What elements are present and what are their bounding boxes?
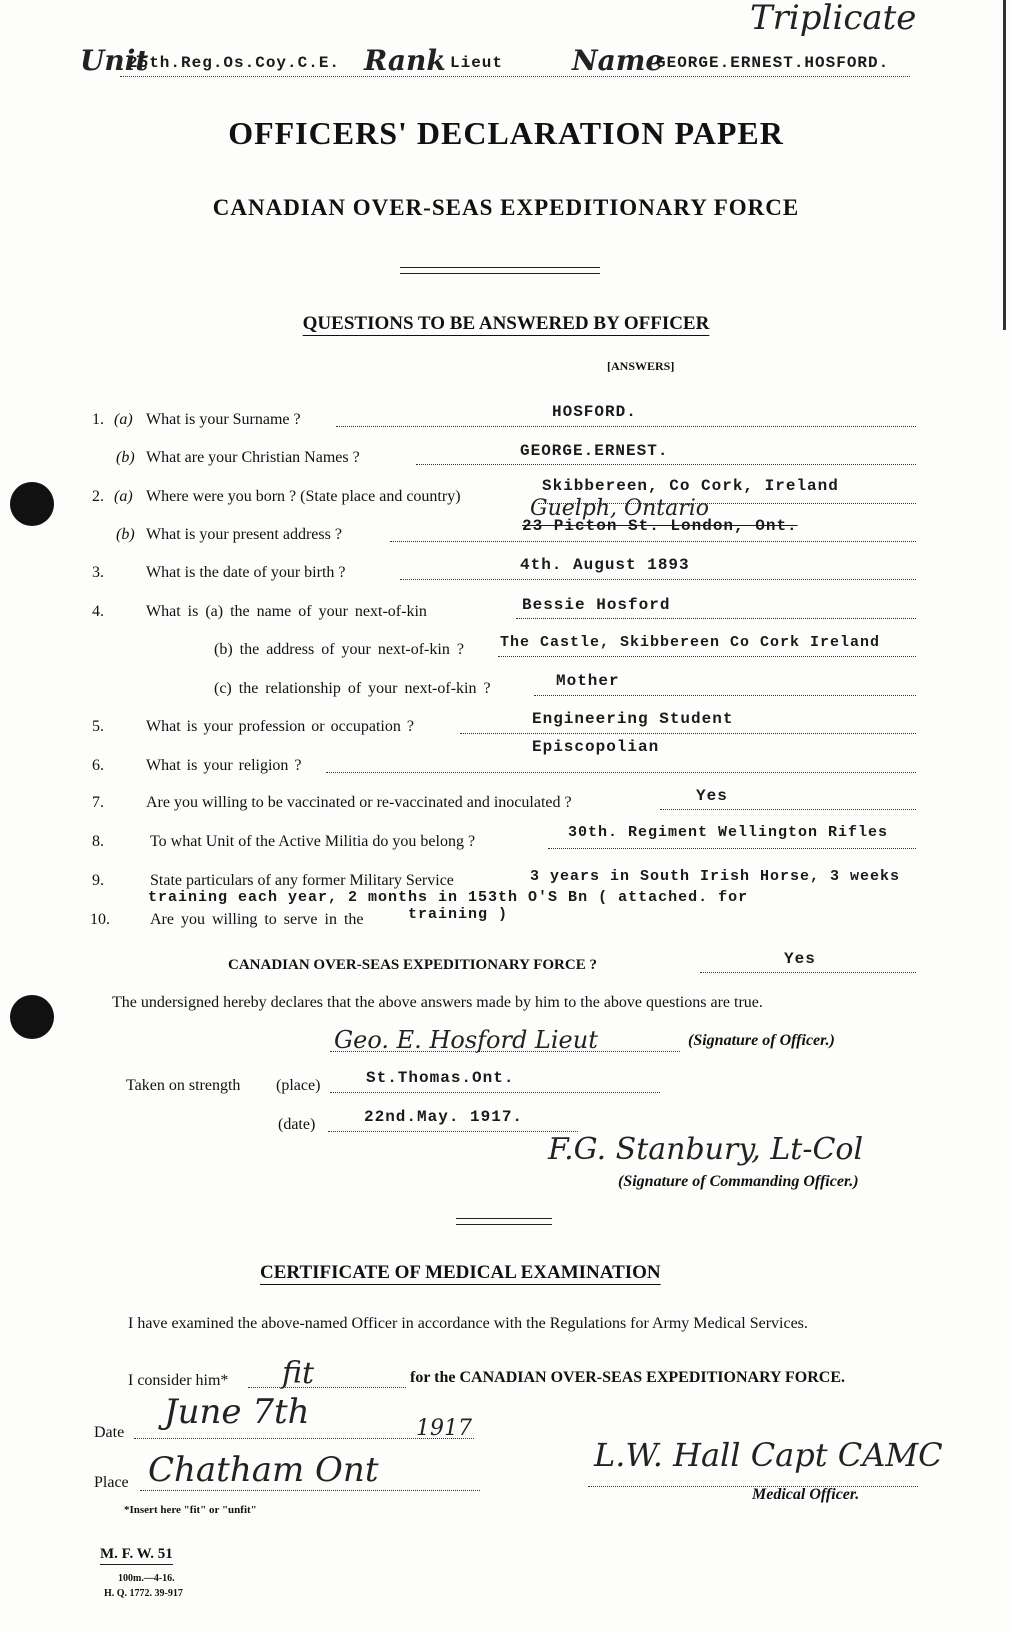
q4b-line bbox=[498, 656, 916, 657]
strength-label: Taken on strength bbox=[126, 1077, 241, 1094]
q4a-answer: Bessie Hosford bbox=[522, 596, 671, 614]
q6-number: 6. bbox=[92, 757, 104, 774]
q2b-answer-handwritten: Guelph, Ontario bbox=[530, 496, 709, 521]
q4c-text: (c) the relationship of your next-of-kin ? bbox=[214, 680, 491, 697]
declaration-text: The undersigned hereby declares that the above answers made by him to the above questions are true. bbox=[112, 994, 763, 1011]
q2a-text: Where were you born ? (State place and country) bbox=[146, 488, 461, 505]
q1b-sub: (b) bbox=[116, 449, 135, 466]
q1a-line bbox=[336, 426, 916, 427]
unit-value: 25th.Reg.Os.Coy.C.E. bbox=[128, 54, 341, 72]
title-rule-1 bbox=[400, 267, 600, 268]
consider-label: I consider him* bbox=[128, 1372, 229, 1389]
q1-number: 1. bbox=[92, 411, 104, 428]
officer-signature: Geo. E. Hosford Lieut bbox=[334, 1026, 598, 1054]
q8-line bbox=[548, 848, 916, 849]
q9-answer-line2: training each year, 2 months in 153th O'S Bn ( attached. for bbox=[148, 889, 749, 906]
q5-text: What is your profession or occupation ? bbox=[146, 718, 414, 735]
q9-text: State particulars of any former Military Service bbox=[150, 872, 454, 889]
q8-answer: 30th. Regiment Wellington Rifles bbox=[568, 824, 889, 841]
q2-number: 2. bbox=[92, 488, 104, 505]
q2b-answer-struck: 23 Picton St. London, Ont. bbox=[522, 517, 798, 535]
rank-value: Lieut bbox=[450, 54, 504, 72]
q9-number: 9. bbox=[92, 872, 104, 889]
name-label: Name bbox=[572, 44, 664, 77]
q10-force-text: CANADIAN OVER-SEAS EXPEDITIONARY FORCE ? bbox=[228, 957, 597, 973]
q7-number: 7. bbox=[92, 794, 104, 811]
q5-number: 5. bbox=[92, 718, 104, 735]
q2a-answer: Skibbereen, Co Cork, Ireland bbox=[542, 477, 839, 495]
q8-text: To what Unit of the Active Militia do you belong ? bbox=[150, 833, 476, 850]
form-ref-line2: H. Q. 1772. 39-917 bbox=[104, 1588, 183, 1599]
q4a-text: What is (a) the name of your next-of-kin bbox=[146, 603, 427, 620]
medical-footnote: *Insert here "fit" or "unfit" bbox=[124, 1504, 257, 1516]
q7-answer: Yes bbox=[696, 787, 728, 805]
q10-force-line bbox=[700, 972, 916, 973]
q1b-line bbox=[416, 464, 916, 465]
page-title: OFFICERS' DECLARATION PAPER bbox=[228, 115, 784, 151]
q6-line bbox=[326, 772, 916, 773]
q10-answer: training ) bbox=[408, 906, 509, 923]
unit-label: Unit bbox=[80, 44, 149, 77]
strength-date-line bbox=[328, 1131, 578, 1132]
q8-number: 8. bbox=[92, 833, 104, 850]
copy-note: Triplicate bbox=[750, 0, 917, 38]
q2b-sub: (b) bbox=[116, 526, 135, 543]
medical-date-label: Date bbox=[94, 1424, 125, 1441]
q4b-answer: The Castle, Skibbereen Co Cork Ireland bbox=[500, 634, 881, 651]
q5-line bbox=[460, 733, 916, 734]
q4a-line bbox=[516, 618, 916, 619]
strength-place-line bbox=[330, 1092, 660, 1093]
medical-for-text: for the CANADIAN OVER-SEAS EXPEDITIONARY FORCE. bbox=[410, 1369, 846, 1386]
form-code: M. F. W. 51 bbox=[100, 1546, 173, 1565]
section-rule-1 bbox=[456, 1218, 552, 1219]
q10-text: Are you willing to serve in the bbox=[150, 911, 364, 928]
section-rule-2 bbox=[456, 1224, 552, 1225]
rank-label: Rank bbox=[364, 44, 446, 77]
medical-statement: I have examined the above-named Officer in accordance with the Regulations for Army Medical Services. bbox=[128, 1315, 808, 1332]
punch-hole-top bbox=[10, 482, 54, 526]
q1a-answer: HOSFORD. bbox=[552, 403, 637, 421]
q7-line bbox=[660, 809, 916, 810]
strength-date-value: 22nd.May. 1917. bbox=[364, 1108, 524, 1126]
punch-hole-bottom bbox=[10, 995, 54, 1039]
q2b-line bbox=[390, 541, 916, 542]
header-underline bbox=[120, 76, 910, 77]
q2b-text: What is your present address ? bbox=[146, 526, 342, 543]
q10-number: 10. bbox=[90, 911, 110, 928]
q5-answer: Engineering Student bbox=[532, 710, 734, 728]
q1b-answer: GEORGE.ERNEST. bbox=[520, 442, 669, 460]
q4c-line bbox=[534, 695, 916, 696]
q6-answer: Episcopolian bbox=[532, 738, 660, 756]
medical-heading: CERTIFICATE OF MEDICAL EXAMINATION bbox=[260, 1262, 661, 1283]
q3-text: What is the date of your birth ? bbox=[146, 564, 346, 581]
q1a-text: What is your Surname ? bbox=[146, 411, 301, 428]
q10-force-answer: Yes bbox=[784, 950, 816, 968]
q4b-text: (b) the address of your next-of-kin ? bbox=[214, 641, 464, 658]
questions-heading: QUESTIONS TO BE ANSWERED BY OFFICER bbox=[302, 313, 710, 334]
co-signature-label: (Signature of Commanding Officer.) bbox=[618, 1173, 859, 1190]
medical-place-line bbox=[140, 1490, 480, 1491]
strength-place-label: (place) bbox=[276, 1077, 321, 1094]
title-rule-2 bbox=[400, 273, 600, 274]
medical-date-value: June 7th bbox=[164, 1392, 310, 1432]
q4-number: 4. bbox=[92, 603, 104, 620]
medical-officer-label: Medical Officer. bbox=[752, 1486, 860, 1503]
answers-label: [ANSWERS] bbox=[607, 359, 675, 373]
q1b-text: What are your Christian Names ? bbox=[146, 449, 360, 466]
q7-text: Are you willing to be vaccinated or re-vaccinated and inoculated ? bbox=[146, 794, 572, 811]
medical-officer-signature: L.W. Hall Capt CAMC bbox=[594, 1436, 943, 1474]
q4c-answer: Mother bbox=[556, 672, 620, 690]
q9-answer-line1: 3 years in South Irish Horse, 3 weeks bbox=[530, 868, 901, 885]
form-ref-line1: 100m.—4-16. bbox=[118, 1573, 175, 1584]
name-value: GEORGE.ERNEST.HOSFORD. bbox=[656, 54, 890, 72]
q3-number: 3. bbox=[92, 564, 104, 581]
medical-year-value: 1917 bbox=[416, 1416, 472, 1441]
officer-signature-label: (Signature of Officer.) bbox=[688, 1032, 835, 1049]
strength-place-value: St.Thomas.Ont. bbox=[366, 1069, 515, 1087]
q3-line bbox=[400, 579, 916, 580]
q1a-sub: (a) bbox=[114, 411, 133, 428]
q2a-sub: (a) bbox=[114, 488, 133, 505]
medical-place-value: Chatham Ont bbox=[148, 1450, 379, 1490]
co-signature: F.G. Stanbury, Lt-Col bbox=[548, 1132, 864, 1167]
consider-value: fit bbox=[282, 1356, 315, 1391]
consider-line bbox=[248, 1387, 406, 1388]
page-edge bbox=[1003, 0, 1006, 330]
medical-place-label: Place bbox=[94, 1474, 129, 1491]
q6-text: What is your religion ? bbox=[146, 757, 302, 774]
strength-date-label: (date) bbox=[278, 1116, 316, 1133]
q3-answer: 4th. August 1893 bbox=[520, 556, 690, 574]
page-subtitle: CANADIAN OVER-SEAS EXPEDITIONARY FORCE bbox=[212, 195, 800, 220]
